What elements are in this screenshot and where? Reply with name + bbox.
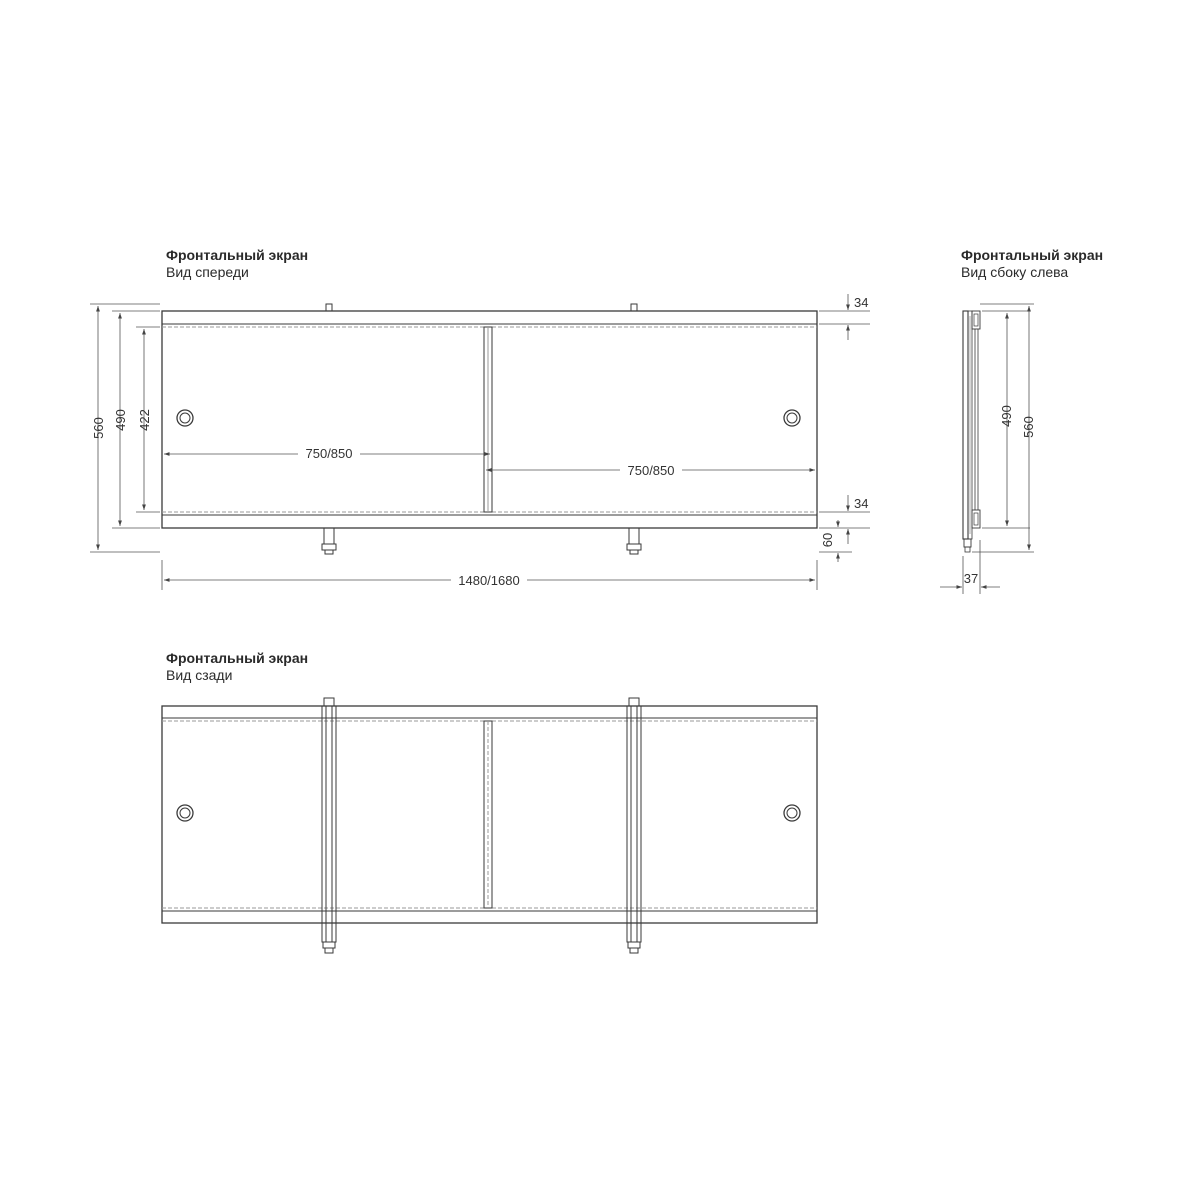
front-handle-left xyxy=(177,410,193,426)
side-view-title: Фронтальный экран xyxy=(961,247,1104,263)
label-door-height: 422 xyxy=(137,409,152,431)
back-handle-left xyxy=(177,805,193,821)
front-view-subtitle: Вид спереди xyxy=(166,264,249,280)
label-left-door-width: 750/850 xyxy=(305,446,353,461)
label-bottom-rail: 34 xyxy=(854,496,869,511)
label-side-inner-height: 490 xyxy=(999,405,1014,427)
label-top-rail: 34 xyxy=(854,295,869,310)
label-side-total-height: 560 xyxy=(1021,416,1036,438)
label-total-height: 560 xyxy=(91,417,106,439)
front-leg-right xyxy=(627,528,641,554)
back-support-left xyxy=(322,698,336,953)
front-leg-left xyxy=(322,528,336,554)
back-view-title: Фронтальный экран xyxy=(166,650,309,666)
front-dimension-labels xyxy=(91,295,868,588)
front-dimensions xyxy=(90,294,870,590)
back-handle-right xyxy=(784,805,800,821)
back-view-subtitle: Вид сзади xyxy=(166,667,233,683)
back-support-right xyxy=(627,698,641,953)
front-view xyxy=(162,304,817,554)
side-dimensions xyxy=(940,304,1034,594)
label-inner-height: 490 xyxy=(113,409,128,431)
front-panel-frame xyxy=(162,311,817,528)
label-right-door-width: 750/850 xyxy=(627,463,675,478)
front-handle-right xyxy=(784,410,800,426)
label-side-depth: 37 xyxy=(963,571,979,586)
side-view xyxy=(963,311,980,552)
label-leg-height: 60 xyxy=(820,532,835,548)
side-view-subtitle: Вид сбоку слева xyxy=(961,264,1069,280)
back-panel-frame xyxy=(162,706,817,923)
label-total-width: 1480/1680 xyxy=(458,573,520,588)
back-view xyxy=(162,698,817,953)
front-view-title: Фронтальный экран xyxy=(166,247,309,263)
